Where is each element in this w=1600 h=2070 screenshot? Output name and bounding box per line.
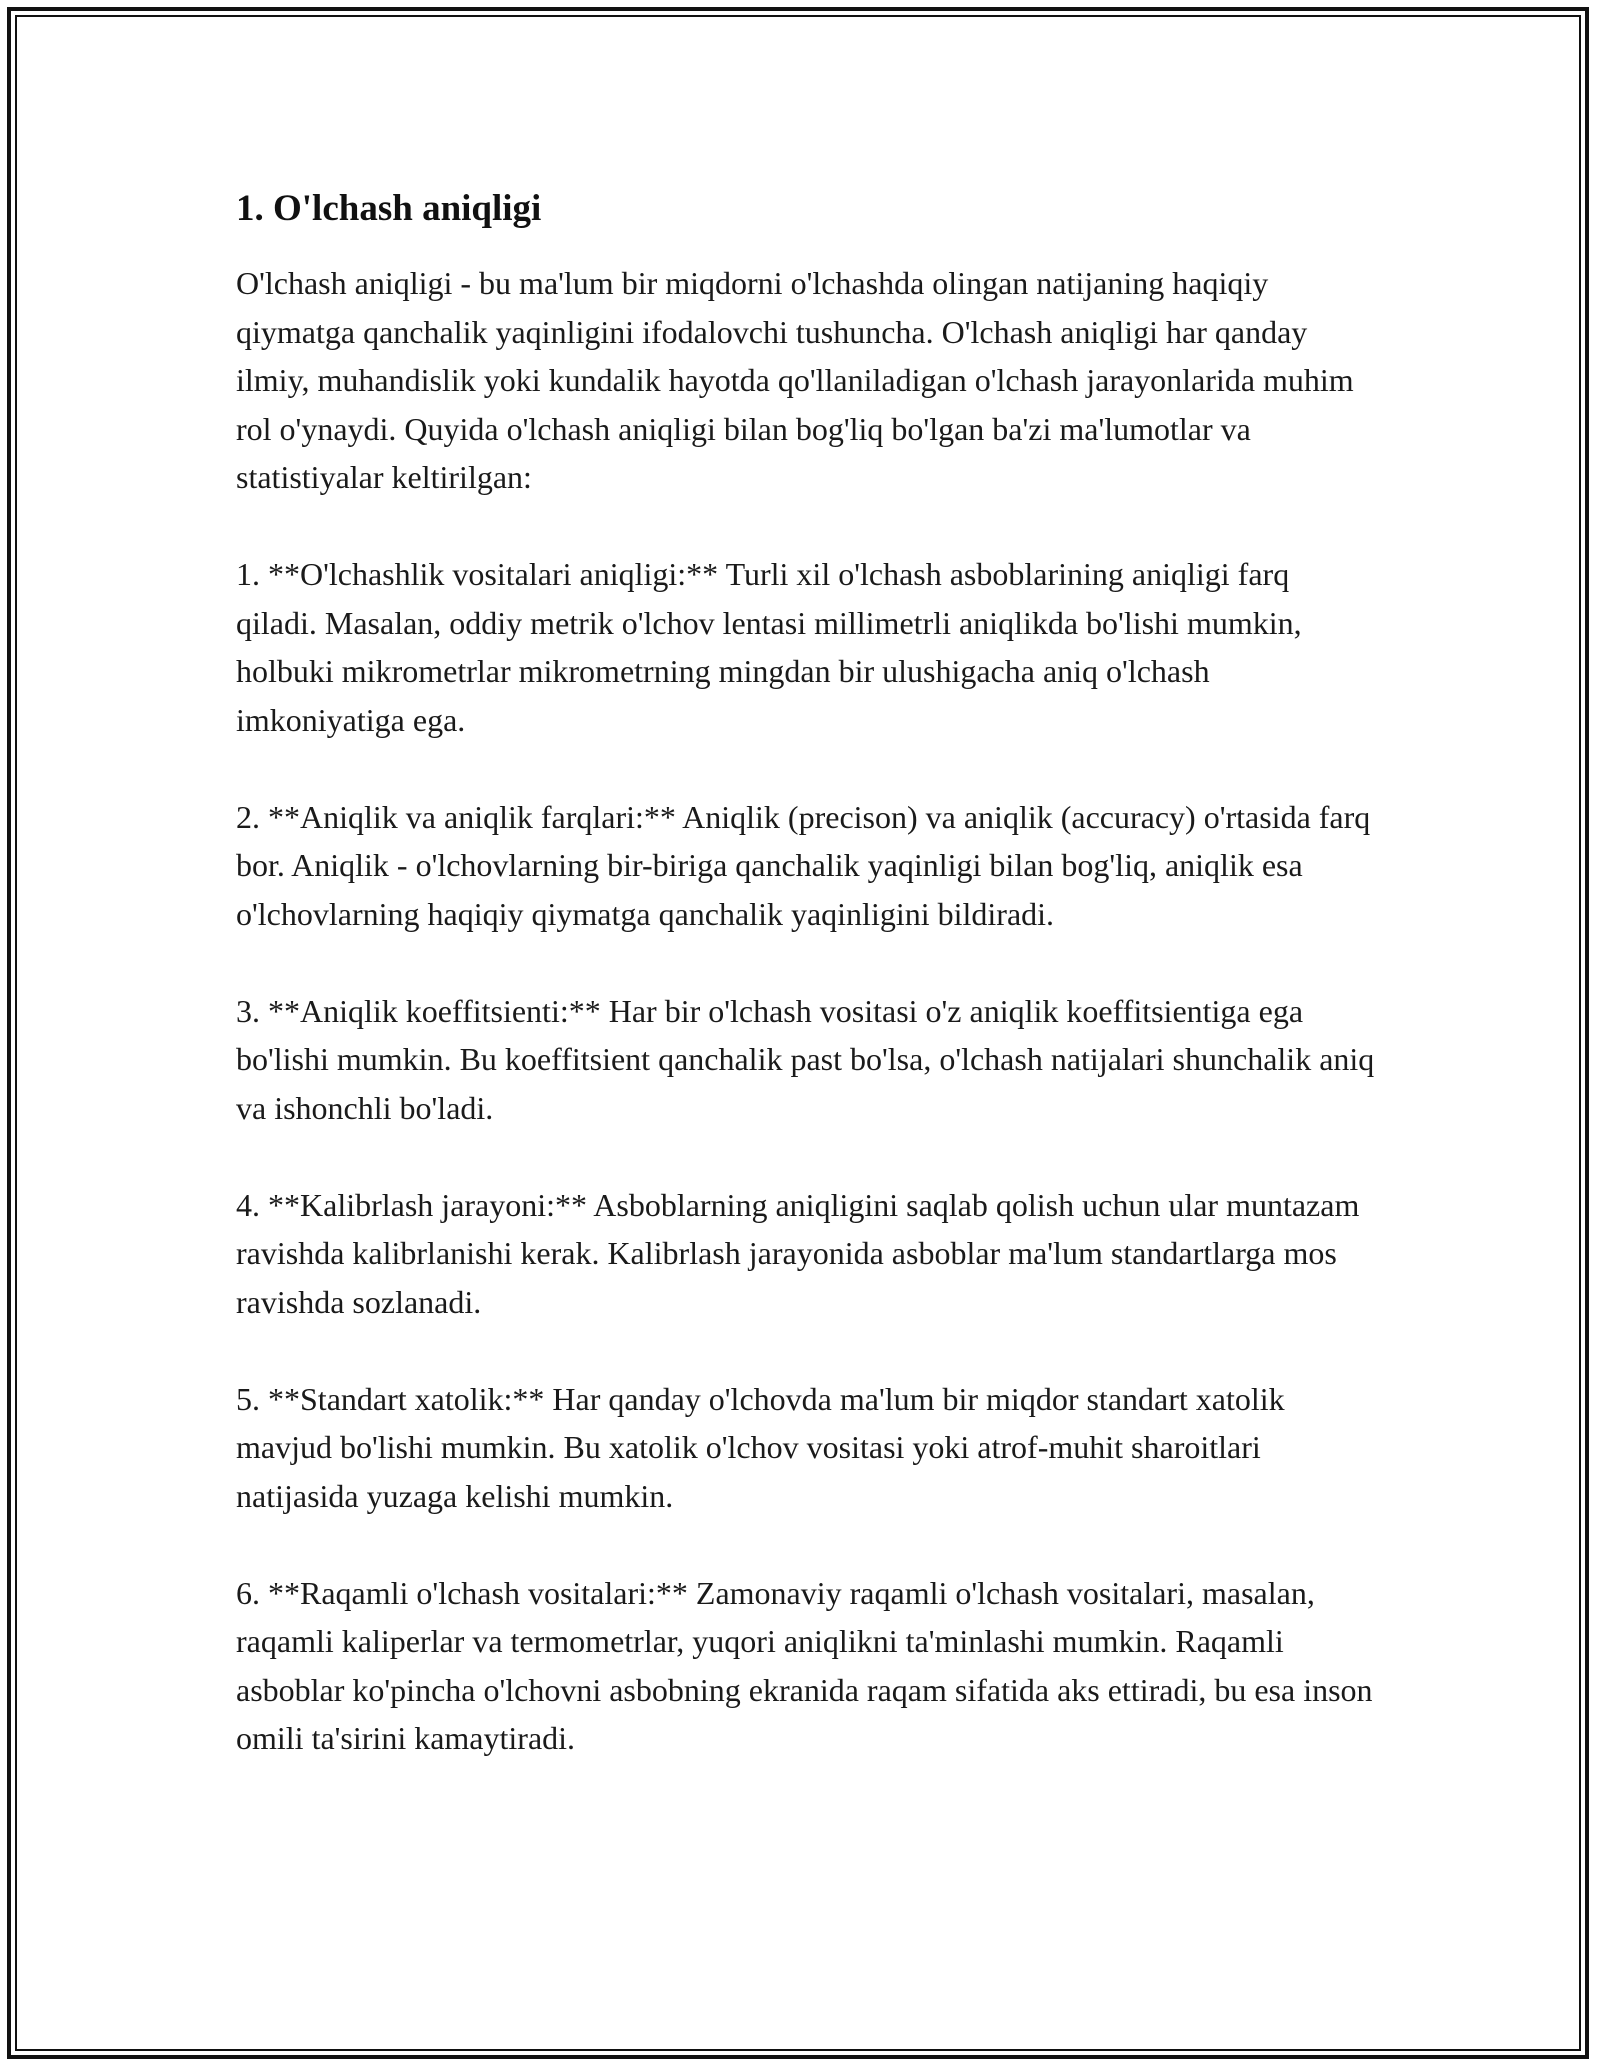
- list-item-4: 4. **Kalibrlash jarayoni:** Asboblarning aniqligini saqlab qolish uchun ular muntazam ravishda kalibrlanishi kerak. Kalibrlash jarayonida asboblar ma'lum standartlarga mos ravishda sozlanadi.: [236, 1186, 1360, 1320]
- intro-paragraph: O'lchash aniqligi - bu ma'lum bir miqdorni o'lchashda olingan natijaning haqiqiy qiymatga qanchalik yaqinligini ifodalovchi tushuncha. O'lchash aniqligi har qanday ilmiy, muhandislik yoki kundalik hayotda qo'llaniladigan o'lchash jarayonlarida muhim rol o'ynaydi. Quyida o'lchash aniqligi bilan bog'liq bo'lgan ba'zi ma'lumotlar va statistiyalar keltirilgan:: [236, 265, 1354, 495]
- list-item-1: 1. **O'lchashlik vositalari aniqligi:** Turli xil o'lchash asboblarining aniqligi farq qiladi. Masalan, oddiy metrik o'lchov lentasi millimetrli aniqlikda bo'lishi mumkin, holbuki mikrometrlar mikrometrning mingdan bir ulushigacha aniq o'lchash imkoniyatiga ega.: [236, 556, 1302, 738]
- list-item-2: 2. **Aniqlik va aniqlik farqlari:** Aniqlik (precison) va aniqlik (accuracy) o'rtasida farq bor. Aniqlik - o'lchovlarning bir-biriga qanchalik yaqinligi bilan bog'liq, aniqlik esa o'lchovlarning haqiqiy qiymatga qanchalik yaqinligini bildiradi.: [236, 798, 1371, 932]
- list-item-6: 6. **Raqamli o'lchash vositalari:** Zamonaviy raqamli o'lchash vositalari, masalan, raqamli kaliperlar va termometrlar, yuqori aniqlikni ta'minlashi mumkin. Raqamli asboblar ko'pincha o'lchovni asbobning ekranida raqam sifatida aks ettiradi, bu esa inson omili ta'sirini kamaytiradi.: [236, 1574, 1373, 1756]
- document-title: 1. O'lchash aniqligi: [236, 188, 542, 229]
- document-body: [236, 185, 1376, 1763]
- list-item-5: 5. **Standart xatolik:** Har qanday o'lchovda ma'lum bir miqdor standart xatolik mavjud bo'lishi mumkin. Bu xatolik o'lchov vositasi yoki atrof-muhit sharoitlari natijasida yuzaga kelishi mumkin.: [236, 1380, 1285, 1514]
- list-item-3: 3. **Aniqlik koeffitsienti:** Har bir o'lchash vositasi o'z aniqlik koeffitsientiga ega bo'lishi mumkin. Bu koeffitsient qanchalik past bo'lsa, o'lchash natijalari shunchalik aniq va ishonchli bo'ladi.: [236, 992, 1375, 1126]
